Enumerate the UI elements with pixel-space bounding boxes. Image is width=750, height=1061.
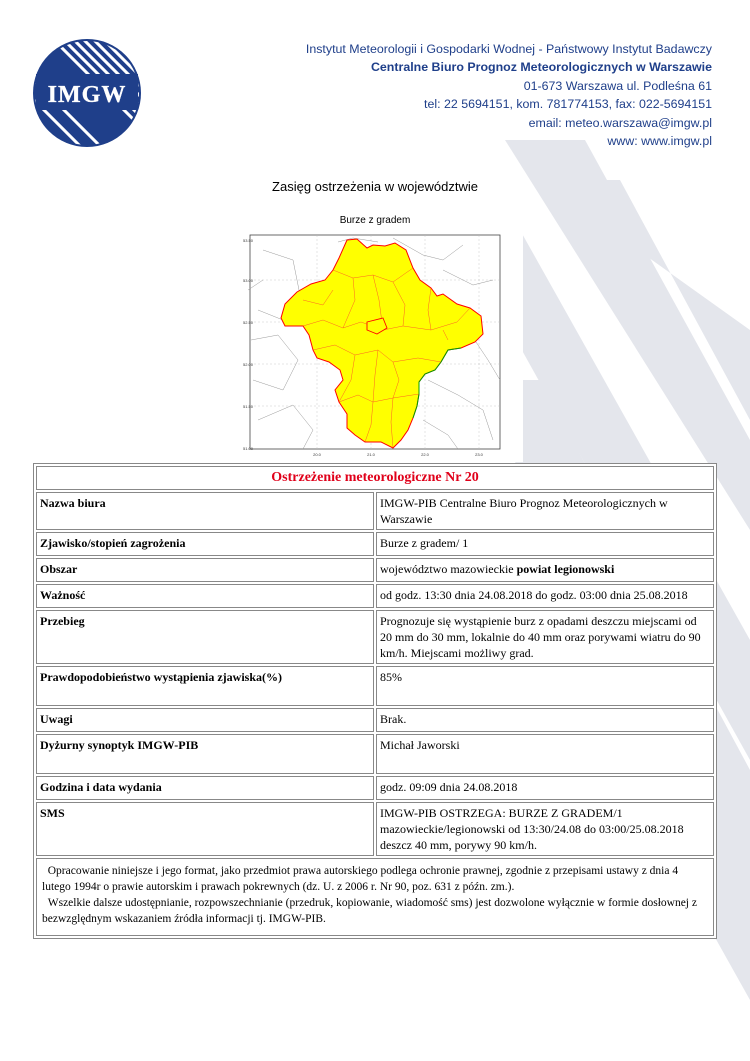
area-voivodeship: województwo mazowieckie — [380, 562, 514, 576]
logo-text: IMGW — [47, 82, 127, 108]
lon-label: 23.0 — [475, 452, 483, 457]
lat-label: 53.00 — [243, 278, 254, 283]
lat-label: 52.50 — [243, 320, 254, 325]
row-label: Przebieg — [36, 610, 374, 664]
row-label: Uwagi — [36, 708, 374, 732]
website[interactable]: www: www.imgw.pl — [607, 134, 712, 149]
distribution-text: Wszelkie dalsze udostępnianie, rozpowszechnianie (przedruk, kopiowanie, wiadomość sms) jest dozwolone wyłącznie w formie dosłownej z bezwzględnym wskazaniem źródła informacji tj. IMGW-PIB. — [42, 897, 697, 925]
lon-label: 21.0 — [367, 452, 375, 457]
phone-numbers: tel: 22 5694151, kom. 781774153, fax: 022-5694151 — [424, 97, 712, 112]
warning-map — [243, 230, 523, 462]
row-label: Prawdopodobieństwo wystąpienia zjawiska(%) — [36, 666, 374, 706]
imgw-logo — [32, 38, 142, 148]
row-value: IMGW-PIB Centralne Biuro Prognoz Meteorologicznych w Warszawie — [376, 492, 714, 530]
institute-header — [306, 40, 712, 150]
copyright-text: Opracowanie niniejsze i jego format, jako przedmiot prawa autorskiego podlega ochronie prawnej, zgodnie z przepisami ustawy z dnia 4 lutego 1994r o prawie autorskim i prawach pokrewnych (dz. U. z 2006 r. Nr 90, poz. 631 z późn. zm.). — [42, 865, 679, 893]
row-label: Nazwa biura — [36, 492, 374, 530]
row-label: SMS — [36, 802, 374, 856]
email[interactable]: email: meteo.warszawa@imgw.pl — [528, 115, 712, 130]
institute-name: Instytut Meteorologii i Gospodarki Wodnej - Państwowy Instytut Badawczy — [305, 42, 712, 56]
row-value-area — [376, 558, 714, 582]
row-value: Burze z gradem/ 1 — [376, 532, 714, 556]
row-value: Prognozuje się wystąpienie burz z opadami deszczu miejscami od 20 mm do 30 mm, lokalnie do 40 mm oraz porywami wiatru do 90 km/h. Miejscami możliwy grad. — [376, 610, 714, 664]
lat-label: 51.50 — [243, 404, 254, 409]
lat-label: 52.00 — [243, 362, 254, 367]
row-value: Brak. — [376, 708, 714, 732]
lat-label: 53.50 — [243, 238, 254, 243]
row-value: godz. 09:09 dnia 24.08.2018 — [376, 776, 714, 800]
warning-table — [33, 463, 717, 939]
row-value: Michał Jaworski — [376, 734, 714, 774]
row-value: od godz. 13:30 dnia 24.08.2018 do godz. 03:00 dnia 25.08.2018 — [376, 584, 714, 608]
row-label: Ważność — [36, 584, 374, 608]
row-label: Zjawisko/stopień zagrożenia — [36, 532, 374, 556]
address: 01-673 Warszawa ul. Podleśna 61 — [523, 78, 712, 93]
lon-label: 22.0 — [421, 452, 429, 457]
map-title: Zasięg ostrzeżenia w województwie — [272, 179, 478, 194]
map-subtitle: Burze z gradem — [339, 215, 411, 226]
row-label: Godzina i data wydania — [36, 776, 374, 800]
copyright-notice — [36, 858, 714, 936]
warning-title: Ostrzeżenie meteorologiczne Nr 20 — [36, 466, 714, 490]
row-label: Dyżurny synoptyk IMGW-PIB — [36, 734, 374, 774]
area-district: powiat legionowski — [516, 562, 615, 576]
row-value: IMGW-PIB OSTRZEGA: BURZE Z GRADEM/1 mazowieckie/legionowski od 13:30/24.08 do 03:00/25.08.2018 deszcz 40 mm, porywy 90 km/h. — [376, 802, 714, 856]
lat-label: 51.00 — [243, 446, 254, 451]
bureau-name: Centralne Biuro Prognoz Meteorologicznych w Warszawie — [370, 60, 712, 75]
row-label: Obszar — [36, 558, 374, 582]
lon-label: 20.0 — [313, 452, 321, 457]
row-value: 85% — [376, 666, 714, 706]
